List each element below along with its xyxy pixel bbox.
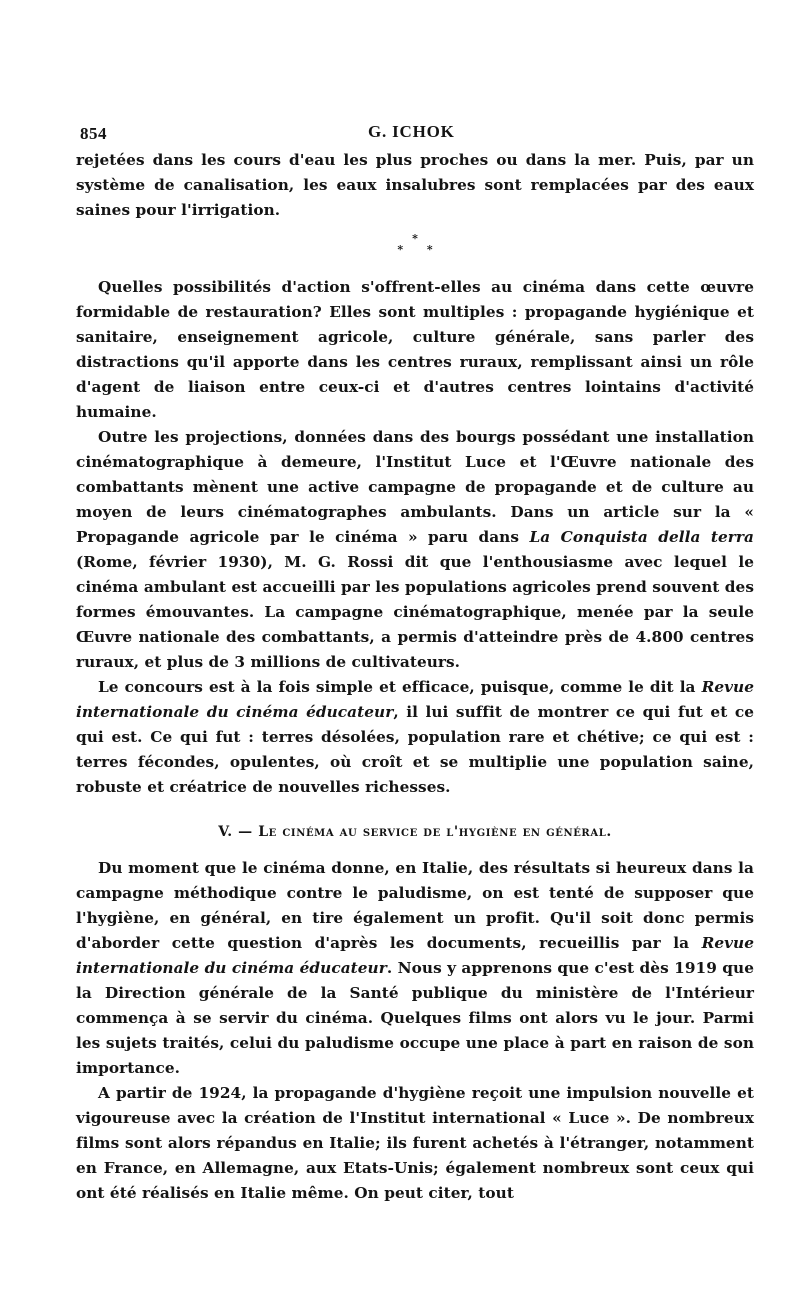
page-number: 854 [80, 124, 107, 143]
paragraph-propaganda-1924 [76, 1081, 754, 1206]
book-page [76, 118, 754, 1206]
paragraph-hygiene-general-text-2: . Nous y apprenons que c'est dès 1919 que la Direction générale de la Santé publique du ministère de l'Intérieur commença à se servir du cinéma. Quelques films ont alors vu le jour. Parmi les sujets traités, celui du paludisme occupe une place à part en raison de son importance. [76, 959, 754, 1077]
paragraph-ambulant-cinema [76, 425, 754, 675]
italic-title-conquista: La Conquista della terra [529, 528, 754, 546]
paragraph-hygiene-general-text-1: Du moment que le cinéma donne, en Italie, des résultats si heureux dans la campagne méthodique contre le paludisme, on est tenté de supposer que l'hygiène, en général, en tire également un profit. Qu'il soit donc permis d'aborder cette question d'après les documents, recueillis par la [76, 859, 754, 952]
asterism-top: * [412, 232, 418, 245]
italic-title-revue: Revue internationale du cinéma éducateur [76, 678, 754, 721]
paragraph-cinema-possibilities-text: Quelles possibilités d'action s'offrent-elles au cinéma dans cette œuvre formidable de restauration? Elles sont multiples : propagande hygiénique et sanitaire, enseignement agricole, culture générale, sans parler des distractions qu'il apporte dans les centres ruraux, remplissant ainsi un rôle d'agent de liaison entre ceux-ci et d'autres centres lointains d'activité humaine. [76, 278, 754, 421]
paragraph-competition [76, 675, 754, 800]
paragraph-ambulant-cinema-text-2: (Rome, février 1930), M. G. Rossi dit que l'enthousiasme avec lequel le cinéma ambulant est accueilli par les populations agricoles prend souvent des formes émouvantes. La campagne cinématographique, menée par la seule Œuvre nationale des combattants, a permis d'atteindre près de 4.800 centres ruraux, et plus de 3 millions de cultivateurs. [76, 553, 754, 671]
paragraph-continuation-text: rejetées dans les cours d'eau les plus proches ou dans la mer. Puis, par un système de canalisation, les eaux insalubres sont remplacées par des eaux saines pour l'irrigation. [76, 151, 754, 219]
paragraph-ambulant-cinema-text-1: Outre les projections, données dans des bourgs possédant une installation cinématographique à demeure, l'Institut Luce et l'Œuvre nationale des combattants mènent une active campagne de propagande et de culture au moyen de leurs cinématographes ambulants. Dans un article sur la « Propagande agricole par le cinéma » paru dans [76, 428, 754, 546]
asterism-separator [76, 223, 754, 275]
paragraph-propaganda-1924-text: A partir de 1924, la propagande d'hygiène reçoit une impulsion nouvelle et vigoureuse avec la création de l'Institut international « Luce ». De nombreux films sont alors répandus en Italie; ils furent achetés à l'étranger, notamment en France, en Allemagne, aux Etats-Unis; également nombreux sont ceux qui ont été réalisés en Italie même. On peut citer, tout [76, 1084, 754, 1202]
running-head [76, 118, 754, 148]
paragraph-competition-text-2: , il lui suffit de montrer ce qui fut et ce qui est. Ce qui fut : terres désolées, population rare et chétive; ce qui est : terres fécondes, opulentes, où croît et se multiplie une population saine, robuste et créatrice de nouvelles richesses. [76, 703, 754, 796]
paragraph-continuation [76, 148, 754, 223]
running-title-author: G. ICHOK [368, 122, 455, 141]
section-heading: V. — Le cinéma au service de l'hygiène en général. [218, 824, 612, 840]
paragraph-competition-text-1: Le concours est à la fois simple et efficace, puisque, comme le dit la [98, 678, 702, 696]
paragraph-hygiene-general [76, 856, 754, 1081]
paragraph-cinema-possibilities [76, 275, 754, 425]
italic-title-revue-2: Revue internationale du cinéma éducateur [76, 934, 754, 977]
asterism-bottom: * * [397, 243, 443, 256]
